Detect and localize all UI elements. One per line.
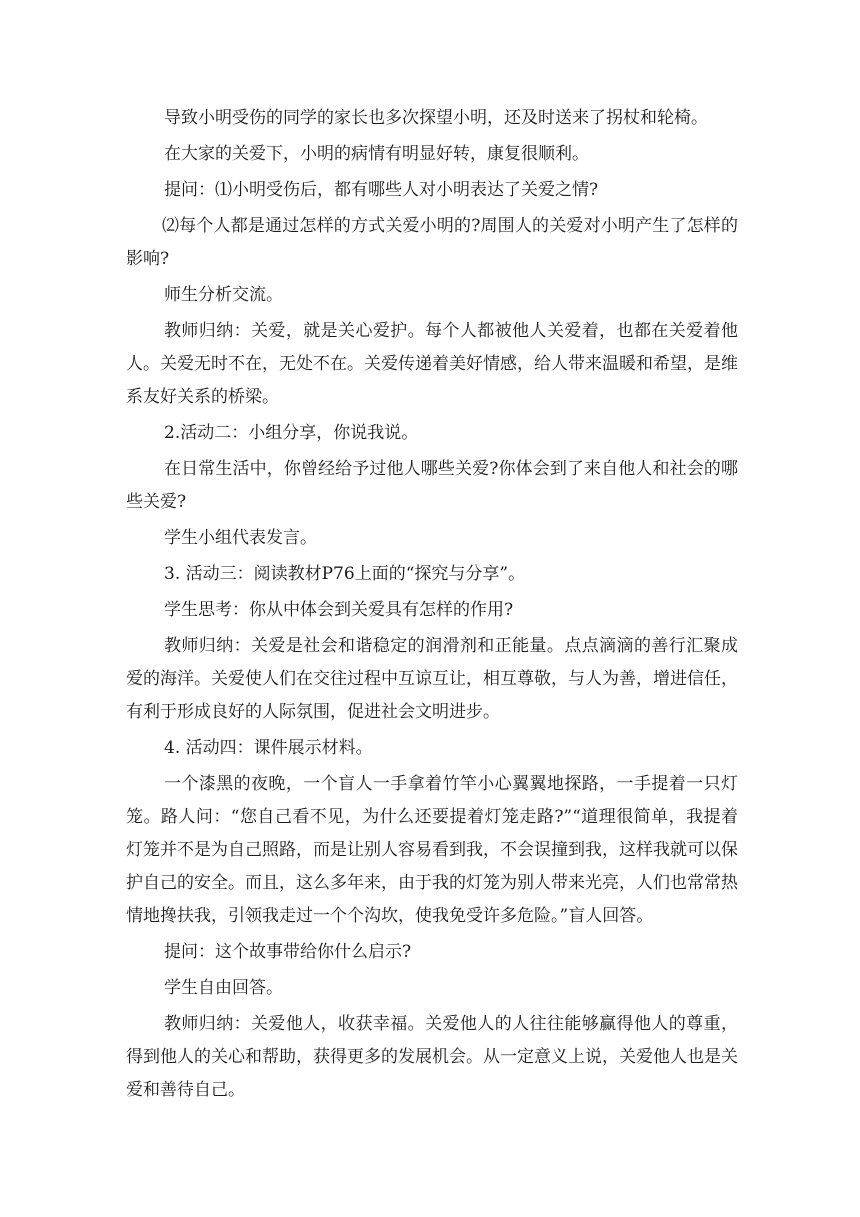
paragraph: 教师归纳：关爱是社会和谐稳定的润滑剂和正能量。点点滴滴的善行汇聚成爱的海洋。关爱使人们在交往过程中互谅互让，相互尊敬，与人为善，增进信任，有利于形成良好的人际氛围，促进社会文明进步。 [126, 636, 738, 722]
paragraph: 4. 活动四：课件展示材料。 [164, 738, 373, 758]
paragraph: 在日常生活中，你曾经给予过他人哪些关爱?你体会到了来自他人和社会的哪些关爱? [126, 459, 738, 512]
paragraph: ⑵每个人都是通过怎样的方式关爱小明的?周围人的关爱对小明产生了怎样的影响? [126, 216, 738, 269]
paragraph: 学生自由回答。 [164, 978, 283, 998]
paragraph: 师生分析交流。 [164, 285, 283, 305]
paragraph: 提问：这个故事带给你什么启示? [164, 942, 412, 962]
paragraph: 一个漆黑的夜晚，一个盲人一手拿着竹竿小心翼翼地探路，一手提着一只灯笼。路人问：“您自己看不见，为什么还要提着灯笼走路?”“道理很简单，我提着灯笼并不是为自己照路，而是让别人容易看到我，不会误撞到我，这样我就可以保护自己的安全。而且，这么多年来，由于我的灯笼为别人带来光亮，人们也常常热情地搀扶我，引领我走过一个个沟坎，使我免受许多危险。”盲人回答。 [126, 774, 738, 926]
paragraph: 学生小组代表发言。 [164, 528, 317, 548]
paragraph: 教师归纳：关爱他人，收获幸福。关爱他人的人往往能够赢得他人的尊重，得到他人的关心和帮助，获得更多的发展机会。从一定意义上说，关爱他人也是关爱和善待自己。 [126, 1014, 738, 1100]
paragraph: 提问：⑴小明受伤后，都有哪些人对小明表达了关爱之情? [164, 180, 599, 200]
paragraph: 在大家的关爱下，小明的病情有明显好转，康复很顺利。 [164, 144, 589, 164]
paragraph: 学生思考：你从中体会到关爱具有怎样的作用? [164, 600, 514, 620]
paragraph: 2.活动二：小组分享，你说我说。 [164, 423, 419, 443]
paragraph: 导致小明受伤的同学的家长也多次探望小明，还及时送来了拐杖和轮椅。 [164, 108, 708, 128]
document-body [126, 102, 738, 1110]
paragraph: 3. 活动三：阅读教材P76上面的“探究与分享”。 [164, 564, 526, 584]
paragraph: 教师归纳：关爱，就是关心爱护。每个人都被他人关爱着，也都在关爱着他人。关爱无时不在，无处不在。关爱传递着美好情感，给人带来温暖和希望，是维系友好关系的桥梁。 [126, 321, 738, 407]
